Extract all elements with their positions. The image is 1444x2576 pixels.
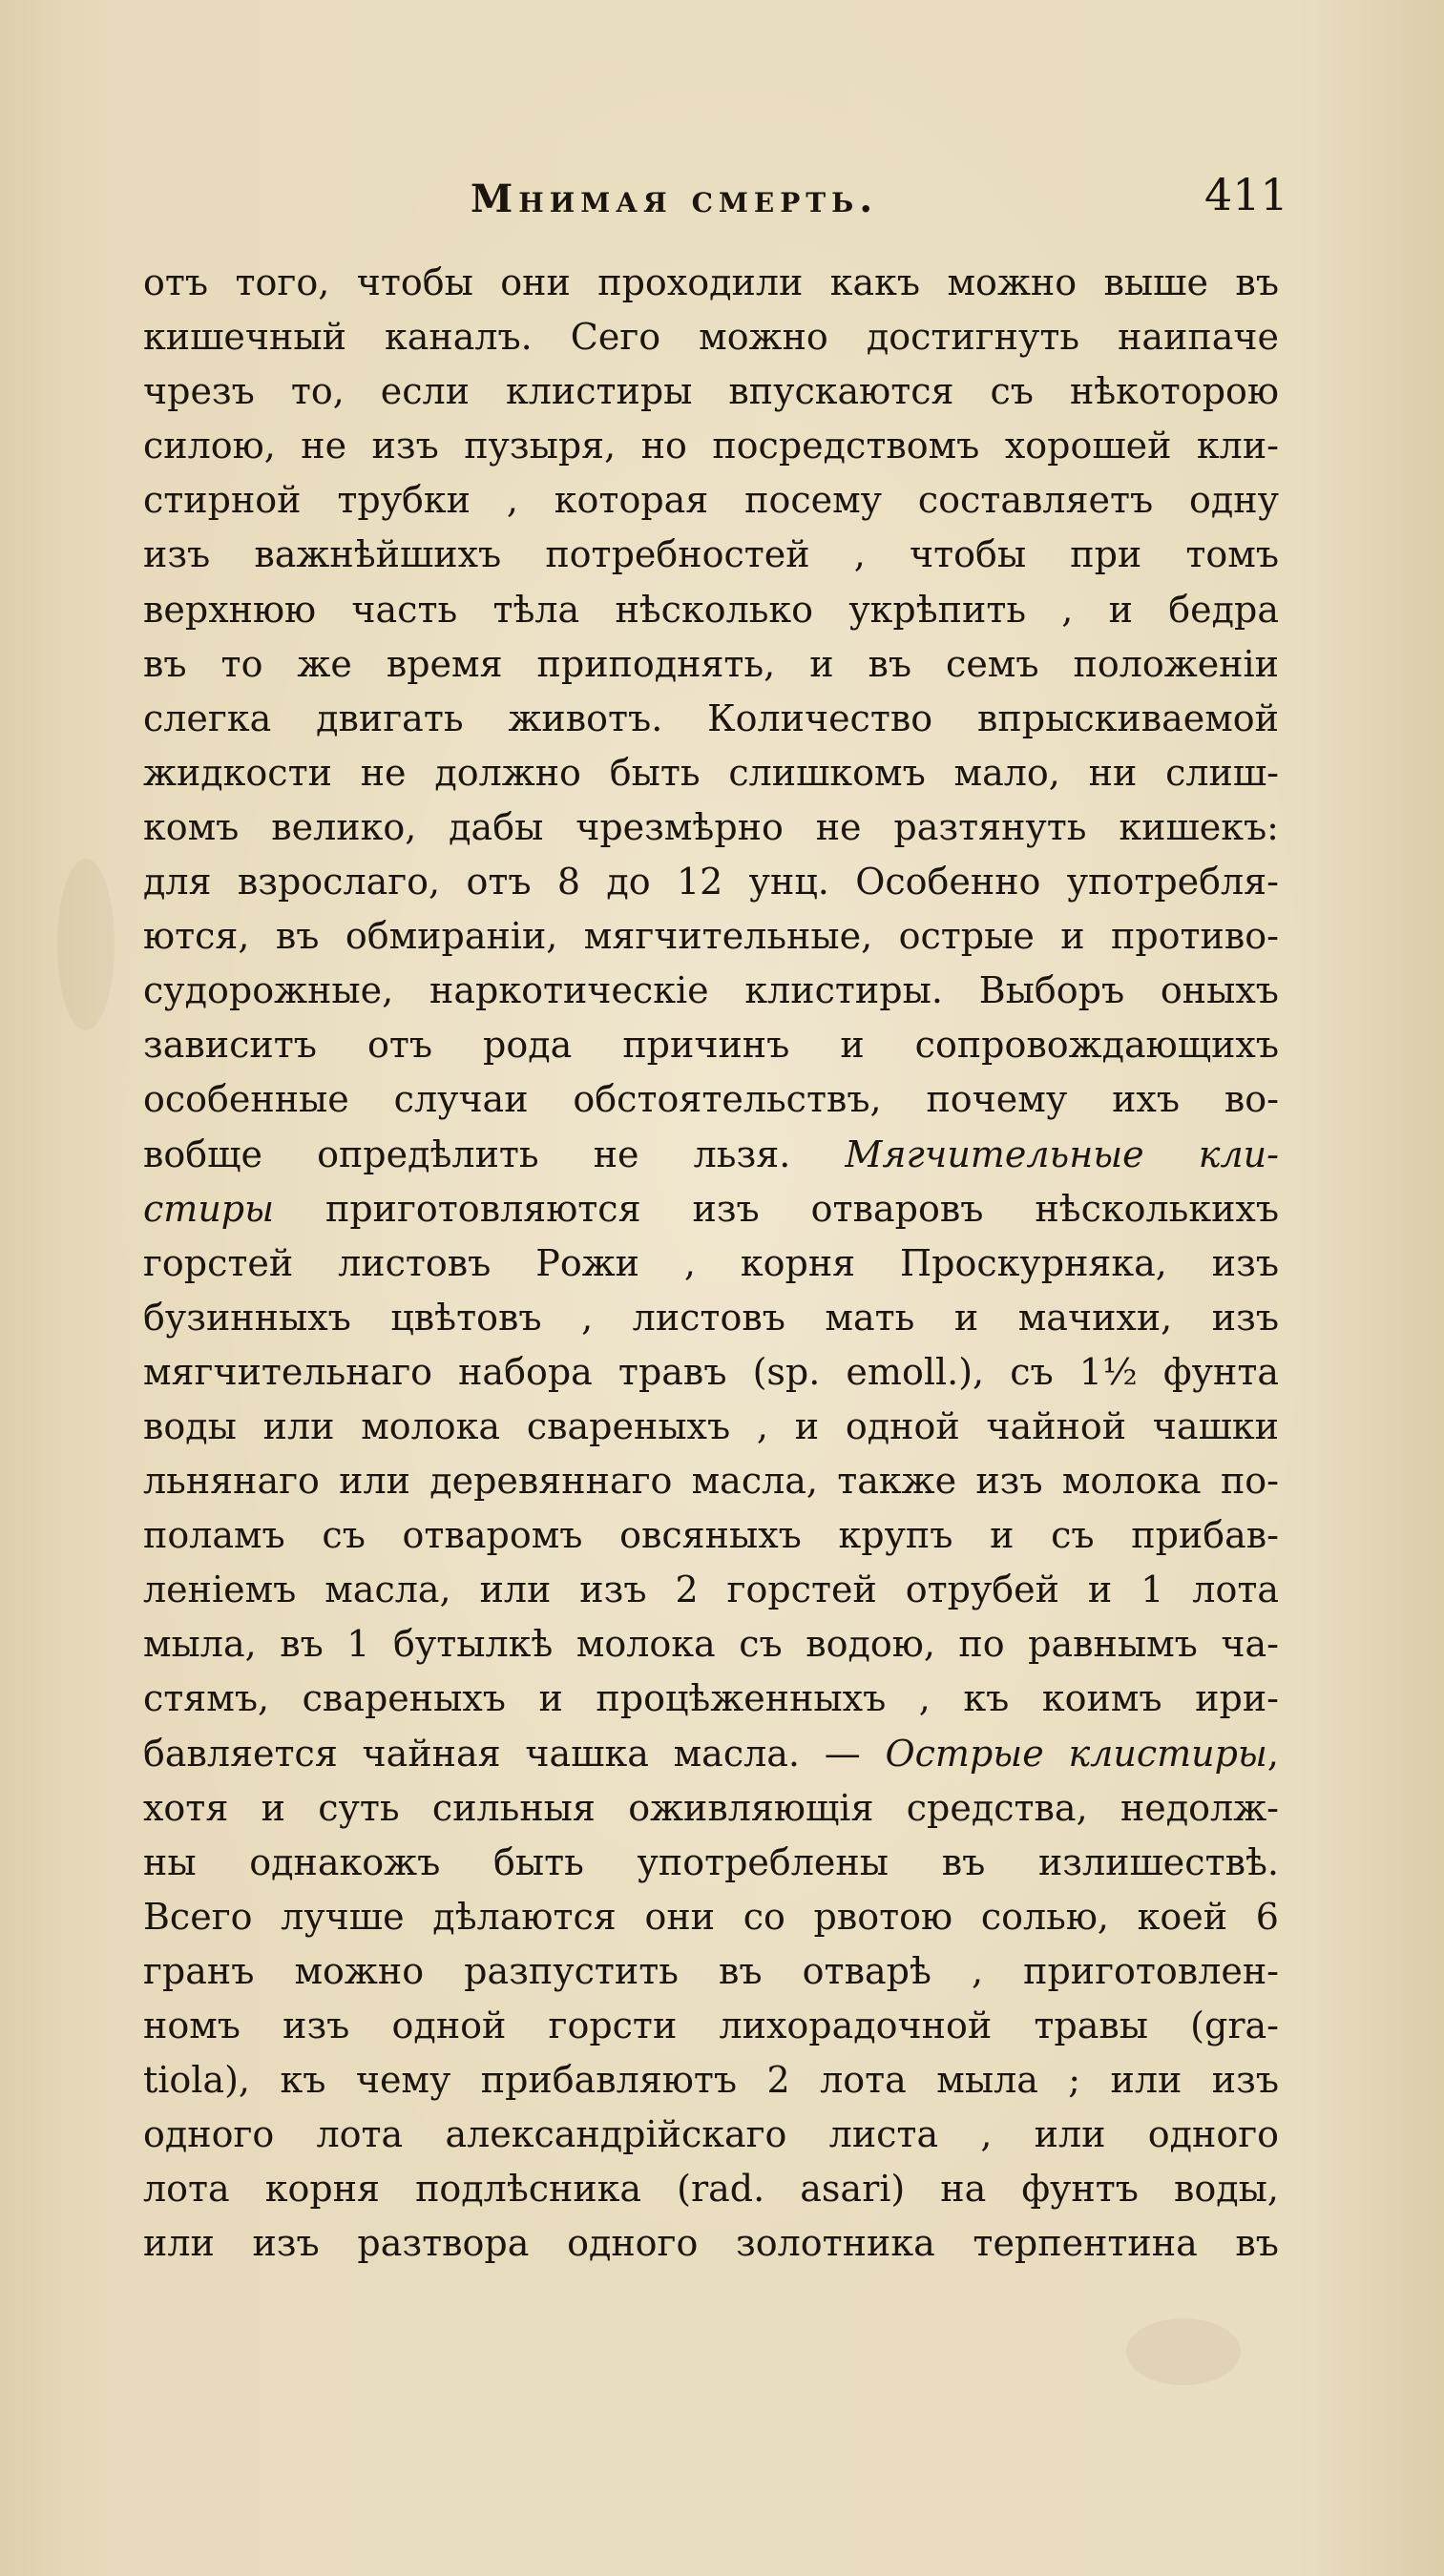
text-line: [143, 528, 1279, 582]
text-line: [143, 1236, 1279, 1291]
text-line: [143, 1508, 1279, 1563]
text-run: стиры: [143, 1187, 275, 1230]
text-line: [143, 1563, 1279, 1617]
text-run: ны однакожъ быть употреблены въ излишествѣ.: [143, 1840, 1279, 1883]
text-line: [143, 2162, 1279, 2216]
text-line: [143, 1944, 1279, 1999]
text-run: одного лота александрійскаго листа , или одного: [143, 2113, 1279, 2156]
text-run: номъ изъ одной горсти лихорадочной травы (gra-: [143, 2005, 1279, 2046]
text-run: бузинныхъ цвѣтовъ , листовъ мать и мачихи, изъ: [143, 1296, 1279, 1339]
text-run: tiola), къ чему прибавляютъ 2 лота мыла ; или изъ: [143, 2059, 1279, 2102]
text-line: [143, 1345, 1279, 1400]
text-run: стямъ, свареныхъ и процѣженныхъ , къ коимъ ири-: [143, 1677, 1279, 1720]
text-line: [143, 2108, 1279, 2162]
text-line: [143, 637, 1279, 692]
text-line: [143, 1182, 1279, 1236]
text-line: [143, 419, 1279, 473]
running-title: Мнимая смерть.: [471, 177, 879, 221]
text-line: [143, 1999, 1279, 2053]
text-run: жидкости не должно быть слишкомъ мало, ни слиш-: [143, 751, 1279, 794]
text-line: [143, 1617, 1279, 1672]
text-run: мягчительнаго набора травъ (sp. emoll.), съ 1½ фунта: [143, 1350, 1279, 1393]
text-run: Мягчительные кли-: [845, 1132, 1279, 1175]
paper-stain: [57, 859, 115, 1030]
text-line: [143, 1072, 1279, 1127]
text-line: [143, 1128, 1279, 1182]
text-line: [143, 1454, 1279, 1508]
text-run: отъ того, чтобы они проходили какъ можно выше въ: [143, 261, 1279, 303]
text-line: [143, 1781, 1279, 1836]
text-run: воды или молока свареныхъ , и одной чайной чашки: [143, 1404, 1279, 1447]
text-run: изъ важнѣйшихъ потребностей , чтобы при томъ: [143, 533, 1279, 576]
text-run: чрезъ то, если клистиры впускаются съ нѣкоторою: [143, 370, 1279, 413]
text-run: особенные случаи обстоятельствъ, почему ихъ во-: [143, 1078, 1279, 1121]
text-run: лота корня подлѣсника (rad. asari) на фунтъ воды,: [143, 2168, 1279, 2211]
text-run: зависитъ отъ рода причинъ и сопровождающихъ: [143, 1024, 1279, 1067]
text-run: Всего лучше дѣлаются они со рвотою солью, коей 6: [143, 1895, 1279, 1938]
text-run: вобще опредѣлить не льзя.: [143, 1132, 846, 1175]
text-run: горстей листовъ Рожи , корня Проскурняка, изъ: [143, 1241, 1279, 1284]
text-run: поламъ съ отваромъ овсяныхъ крупъ и съ прибав-: [143, 1514, 1279, 1557]
text-run: гранъ можно разпустить въ отварѣ , приготовлен-: [143, 1949, 1279, 1992]
text-run: кишечный каналъ. Сего можно достигнуть наипаче: [143, 316, 1279, 359]
text-line: [143, 310, 1279, 364]
text-line: [143, 800, 1279, 855]
text-line: [143, 1836, 1279, 1890]
text-run: силою, не изъ пузыря, но посредствомъ хорошей кли-: [143, 425, 1279, 467]
text-run: мыла, въ 1 бутылкѣ молока съ водою, по равнымъ ча-: [143, 1623, 1279, 1666]
body-text: [143, 256, 1279, 2271]
page-number: 411: [1204, 169, 1288, 220]
text-line: [143, 909, 1279, 964]
text-run: слегка двигать животъ. Количество впрыскиваемой: [143, 696, 1279, 739]
text-line: [143, 855, 1279, 909]
text-line: [143, 746, 1279, 800]
text-run: леніемъ масла, или изъ 2 горстей отрубей и 1 лота: [143, 1568, 1279, 1611]
text-line: [143, 583, 1279, 637]
text-line: [143, 1672, 1279, 1726]
page-header: [0, 169, 1444, 234]
text-run: въ то же время приподнять, и въ семъ положеніи: [143, 642, 1279, 685]
text-run: или изъ разтвора одного золотника терпентина въ: [143, 2222, 1279, 2265]
text-run: ,: [1266, 1732, 1279, 1775]
text-line: [143, 964, 1279, 1018]
text-line: [143, 1727, 1279, 1781]
text-run: приготовляются изъ отваровъ нѣсколькихъ: [274, 1187, 1279, 1230]
paper-stain: [1126, 2318, 1241, 2385]
text-run: бавляется чайная чашка масла. —: [143, 1732, 886, 1775]
text-line: [143, 364, 1279, 419]
text-run: Острые клистиры: [885, 1732, 1267, 1775]
text-run: для взрослаго, отъ 8 до 12 унц. Особенно употребля-: [143, 861, 1279, 904]
text-line: [143, 473, 1279, 528]
text-line: [143, 1890, 1279, 1944]
text-line: [143, 1400, 1279, 1454]
text-line: [143, 2216, 1279, 2271]
text-run: судорожные, наркотическіе клистиры. Выборъ оныхъ: [143, 969, 1279, 1012]
text-line: [143, 2053, 1279, 2108]
text-line: [143, 1018, 1279, 1072]
text-run: льнянаго или деревяннаго масла, также изъ молока по-: [143, 1460, 1279, 1503]
text-run: верхнюю часть тѣла нѣсколько укрѣпить , и бедра: [143, 588, 1279, 631]
text-line: [143, 256, 1279, 310]
text-run: стирной трубки , которая посему составляетъ одну: [143, 479, 1279, 522]
text-run: хотя и суть сильныя оживляющія средства, недолж-: [143, 1786, 1279, 1829]
text-line: [143, 692, 1279, 746]
text-run: комъ велико, дабы чрезмѣрно не разтянуть кишекъ:: [143, 805, 1279, 848]
text-run: ются, въ обмираніи, мягчительные, острые и противо-: [143, 915, 1279, 958]
text-line: [143, 1291, 1279, 1345]
